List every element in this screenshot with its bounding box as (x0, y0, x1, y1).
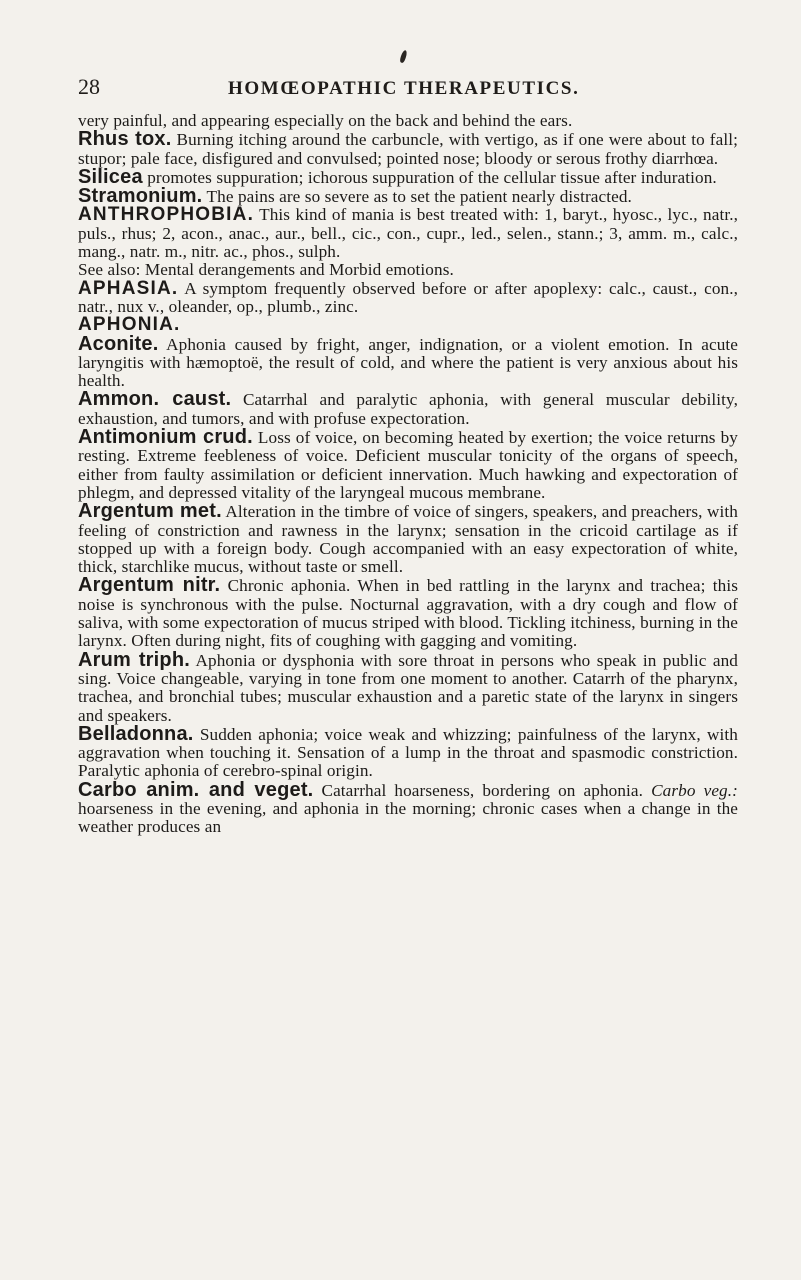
section-aphonia (78, 316, 738, 334)
remedy-entry-belladonna (78, 722, 738, 781)
remedy-description: Burning itching around the carbuncle, with vertigo, as if one were about to fall; stupor; pale face, disfigured and convulsed; pointed nose; bloody or serous frothy diarrhœa. (78, 130, 738, 168)
section-anthrophobia (78, 206, 738, 279)
remedy-entry-rhus-tox (78, 130, 738, 168)
remedy-description: Catarrhal and paralytic aphonia, with general muscular debility, exhaustion, and tumors, and with profuse expectoration. (78, 390, 738, 428)
section-heading: ANTHROPHOBIA. (78, 204, 255, 226)
remedy-name: Belladonna. (78, 722, 194, 745)
remedy-description: The pains are so severe as to set the patient nearly distracted. (206, 187, 632, 207)
section-heading: APHONIA. (78, 314, 181, 336)
remedy-name: Arum triph. (78, 648, 191, 671)
remedy-name: Argentum met. (78, 500, 222, 523)
remedy-description: Alteration in the timbre of voice of singers, speakers, and preachers, with feeling of constriction and rawness in the larynx; sensation in the cricoid cartilage as if stopped up with a foreign body. Cough accompanied with an easy expectoration of white, thick, starchlike mucus, without taste or smell. (78, 502, 738, 577)
page-header (78, 74, 738, 104)
remedy-entry-carbo (78, 778, 738, 837)
remedy-description: promotes suppuration; ichorous suppuration of the cellular tissue after induration. (147, 167, 717, 187)
remedy-description: Catarrhal hoarseness, bordering on aphonia. (321, 780, 644, 800)
remedy-name: Silicea (78, 165, 143, 188)
page-body (78, 112, 738, 837)
continued-paragraph (78, 112, 738, 130)
remedy-entry-arum-triph (78, 648, 739, 725)
section-description: This kind of mania is best treated with: 1, baryt., hyosc., lyc., natr., puls., rhus; 2, acon., anac., aur., bell., cic., con., cupr., led., selen., stann.; 3, amm. m., calc., mang., natr. m., nitr. ac., phos., sulph. (78, 205, 738, 262)
remedy-entry-argentum-met (78, 502, 738, 576)
see-also-note: See also: Mental derangements and Morbid emotions. (78, 260, 454, 280)
running-head: HOMŒOPATHIC THERAPEUTICS. (228, 78, 580, 99)
remedy-entry-ammon-caust (78, 390, 738, 428)
remedy-description: Sudden aphonia; voice weak and whizzing; painfulness of the larynx, with aggravation when touching it. Sensation of a lump in the throat and spasmodic constriction. Paralytic aphonia of cerebro-spinal origin. (78, 724, 738, 781)
page-number: 28 (78, 74, 100, 99)
section-description: A symptom frequently observed before or after apoplexy: calc., caust., con., natr., nux v., oleander, op., plumb., zinc. (78, 278, 738, 316)
remedy-description: Aphonia caused by fright, anger, indignation, or a violent emotion. In acute laryngitis with hæmoptoë, the result of cold, and where the patient is very anxious about his health. (78, 334, 738, 391)
remedy-description: Chronic aphonia. When in bed rattling in the larynx and trachea; this noise is synchronous with the pulse. Nocturnal aggravation, with a dry cough and flow of saliva, with some expectoration of mucus striped with blood. Tickling itchiness, burning in the larynx. Often during night, fits of coughing with gagging and vomiting. (78, 576, 738, 651)
paragraph-text: very painful, and appearing especially on the back and behind the ears. (78, 111, 573, 130)
remedy-name: Antimonium crud. (78, 426, 253, 449)
ink-speck (399, 50, 408, 64)
remedy-entry-antimonium-crud (78, 428, 738, 502)
remedy-description: Loss of voice, on becoming heated by exertion; the voice returns by resting. Extreme feebleness of voice. Deficient muscular tonicity of the organs of speech, either from faulty assimilation or deficient innervation. Much hawking and expectoration of phlegm, and depressed vitality of the laryngeal mucous membrane. (78, 428, 738, 502)
remedy-name: Ammon. caust. (78, 388, 232, 411)
remedy-description-continued: hoarseness in the evening, and aphonia in the morning; chronic cases when a change in the weather produces an (78, 798, 738, 837)
section-aphasia (78, 277, 738, 317)
remedy-name: Aconite. (78, 332, 159, 355)
remedy-description: Aphonia or dysphonia with sore throat in persons who speak in public and sing. Voice changeable, varying in tone from one moment to another. Catarrh of the pharynx, trachea, and bronchial tubes; muscular exhaustion and a paretic state of the larynx in singers and speakers. (78, 650, 739, 725)
remedy-name: Rhus tox. (78, 128, 172, 151)
italic-reference: Carbo veg.: (651, 780, 738, 800)
remedy-name: Argentum nitr. (78, 574, 221, 597)
remedy-entry-argentum-nitr (78, 576, 738, 650)
remedy-name: Stramonium. (78, 185, 203, 208)
remedy-entry-aconite (78, 332, 738, 391)
remedy-name: Carbo anim. and veget. (78, 778, 314, 801)
section-heading: APHASIA. (78, 277, 179, 299)
